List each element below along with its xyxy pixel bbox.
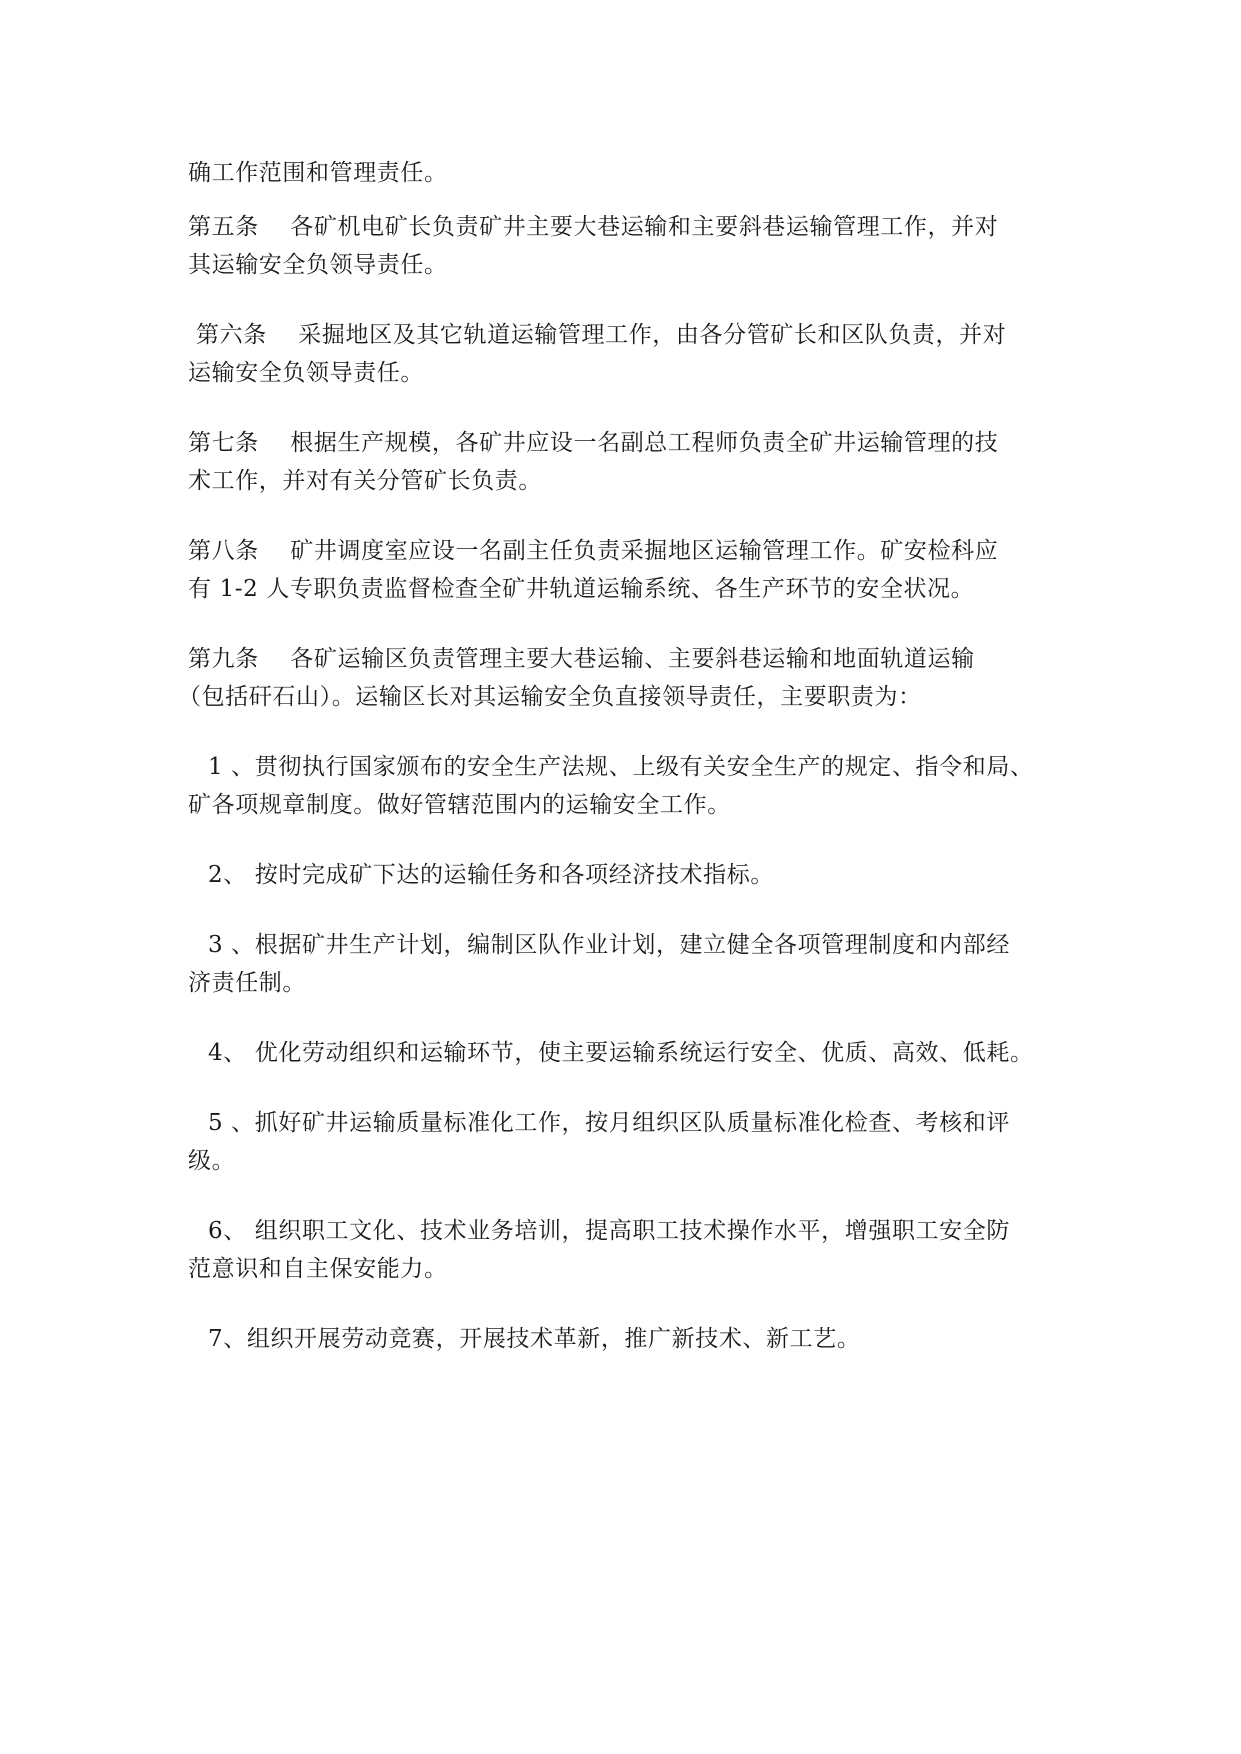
item-3-line-1: 3 、根据矿井生产计划，编制区队作业计划，建立健全各项管理制度和内部经 — [208, 932, 1010, 958]
article-5-line-2: 其运输安全负领导责任。 — [188, 252, 448, 278]
item-3-line-2: 济责任制。 — [188, 970, 306, 996]
article-8-line-1: 第八条 矿井调度室应设一名副主任负责采掘地区运输管理工作。矿安检科应 — [188, 538, 999, 564]
article-7-line-1: 第七条 根据生产规模，各矿井应设一名副总工程师负责全矿井运输管理的技 — [188, 430, 999, 456]
article-5-line-1: 第五条 各矿机电矿长负责矿井主要大巷运输和主要斜巷运输管理工作，并对 — [188, 214, 999, 240]
item-4-line-1: 4、 优化劳动组织和运输环节，使主要运输系统运行安全、优质、高效、低耗。 — [208, 1040, 1034, 1066]
article-7-line-2: 术工作，并对有关分管矿长负责。 — [188, 468, 542, 494]
item-5-line-1: 5 、抓好矿井运输质量标准化工作，按月组织区队质量标准化检查、考核和评 — [208, 1110, 1010, 1136]
item-5-line-2: 级。 — [188, 1148, 236, 1174]
article-8-line-2: 有 1-2 人专职负责监督检查全矿井轨道运输系统、各生产环节的安全状况。 — [188, 576, 975, 602]
item-1-line-1: 1 、贯彻执行国家颁布的安全生产法规、上级有关安全生产的规定、指令和局、 — [208, 754, 1034, 780]
article-6-line-1: 第六条 采掘地区及其它轨道运输管理工作，由各分管矿长和区队负责，并对 — [196, 322, 1007, 348]
item-6-line-2: 范意识和自主保安能力。 — [188, 1256, 448, 1282]
item-1-line-2: 矿各项规章制度。做好管辖范围内的运输安全工作。 — [188, 792, 731, 818]
item-7-line-1: 7、组织开展劳动竞赛，开展技术革新，推广新技术、新工艺。 — [208, 1326, 861, 1352]
item-2-line-1: 2、 按时完成矿下达的运输任务和各项经济技术指标。 — [208, 862, 774, 888]
article-9-line-2: （包括矸石山）。运输区长对其运输安全负直接领导责任，主要职责为： — [178, 684, 922, 710]
article-6-line-2: 运输安全负领导责任。 — [188, 360, 424, 386]
item-6-line-1: 6、 组织职工文化、技术业务培训，提高职工技术操作水平，增强职工安全防 — [208, 1218, 1010, 1244]
text-line: 确工作范围和管理责任。 — [188, 160, 448, 186]
article-9-line-1: 第九条 各矿运输区负责管理主要大巷运输、主要斜巷运输和地面轨道运输 — [188, 646, 975, 672]
